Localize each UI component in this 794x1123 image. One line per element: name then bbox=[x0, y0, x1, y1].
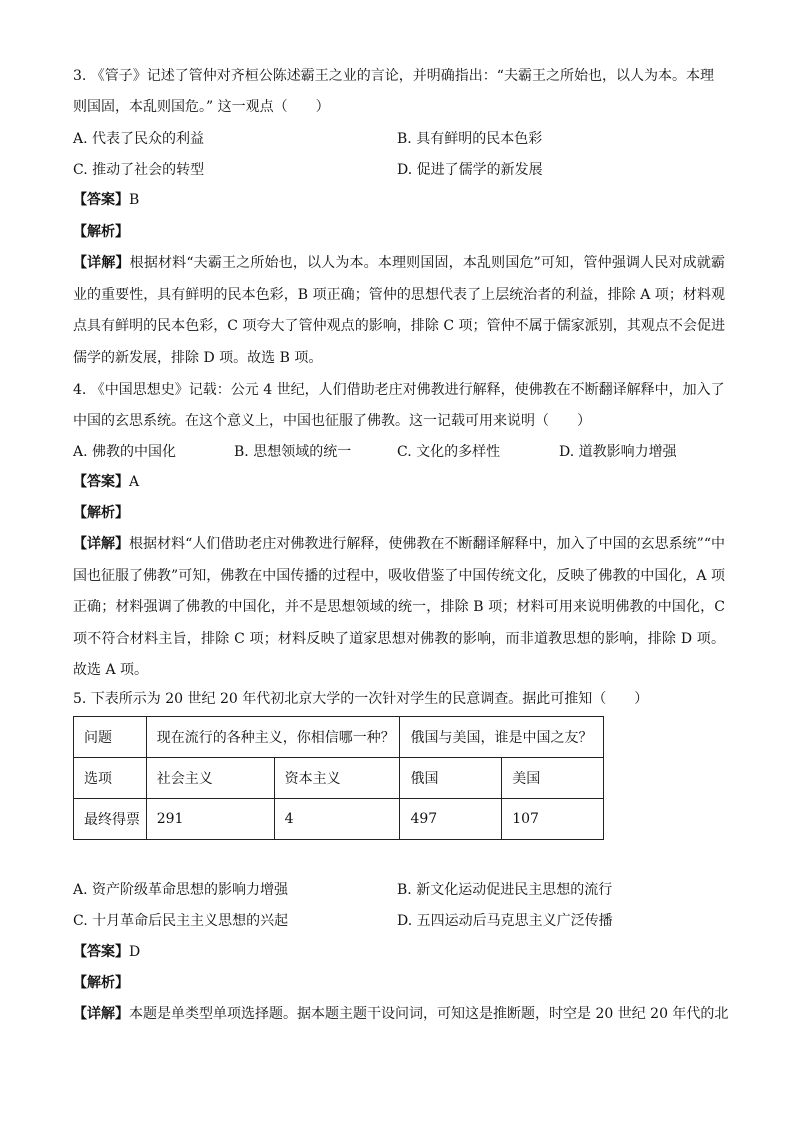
table-cell: 现在流行的各种主义，你相信哪一种？ bbox=[146, 717, 400, 758]
table-cell: 社会主义 bbox=[146, 758, 274, 799]
table-cell: 俄国 bbox=[400, 758, 502, 799]
answer-tag: 【答案】 bbox=[73, 192, 129, 208]
q3-analysis-heading bbox=[73, 222, 129, 242]
analysis-tag: 【解析】 bbox=[73, 505, 129, 521]
q3-stem-line2: 则国固，本乱则国危。” 这一观点（ ） bbox=[73, 99, 330, 115]
q4-option-d: D. 道教影响力增强 bbox=[559, 444, 677, 460]
q5-detail bbox=[73, 1004, 728, 1024]
q4-analysis-heading bbox=[73, 503, 129, 523]
q4-detail bbox=[73, 529, 725, 687]
table-cell: 选项 bbox=[74, 758, 147, 799]
q3-option-c: C. 推动了社会的转型 bbox=[73, 162, 205, 178]
table-cell: 资本主义 bbox=[274, 758, 400, 799]
q3-detail bbox=[73, 248, 725, 374]
q5-analysis-heading bbox=[73, 973, 129, 993]
q5-answer bbox=[73, 942, 140, 962]
table-cell: 497 bbox=[400, 799, 502, 840]
answer-tag: 【答案】 bbox=[73, 474, 129, 490]
q5-option-d: D. 五四运动后马克思主义广泛传播 bbox=[397, 913, 613, 929]
answer-value: A bbox=[129, 474, 140, 490]
q4-option-a: A. 佛教的中国化 bbox=[73, 444, 177, 460]
q3-stem-line1: 3. 《管子》记述了管仲对齐桓公陈述霸王之业的言论，并明确指出：“夫霸王之所始也，以人为本。本理 bbox=[73, 68, 714, 84]
q5-stem: 5. 下表所示为 20 世纪 20 年代初北京大学的一次针对学生的民意调查。据此可推知（ ） bbox=[73, 691, 649, 707]
table-row bbox=[74, 799, 604, 840]
detail-tag: 【详解】 bbox=[73, 255, 130, 271]
analysis-tag: 【解析】 bbox=[73, 224, 129, 240]
table-cell: 美国 bbox=[502, 758, 604, 799]
detail-text: 根据材料“夫霸王之所始也，以人为本。本理则国固，本乱则国危”可知，管仲强调人民对成就霸业的重要性，具有鲜明的民本色彩，B 项正确；管仲的思想代表了上层统治者的利益，排除 A 项；材料观点具有鲜明的民本色彩，C 项夸大了管仲观点的影响，排除 C 项；管仲不属于儒家派别，其观点不会促进儒学的新发展，排除 D 项。故选 B 项。 bbox=[73, 255, 726, 366]
q4-stem-line2: 中国的玄思系统。在这个意义上，中国也征服了佛教。这一记载可用来说明（ ） bbox=[73, 413, 591, 429]
q4-answer bbox=[73, 472, 139, 492]
detail-tag: 【详解】 bbox=[73, 1006, 129, 1022]
q4-option-b: B. 思想领域的统一 bbox=[234, 444, 352, 460]
q3-option-a: A. 代表了民众的利益 bbox=[73, 131, 205, 147]
table-cell: 107 bbox=[502, 799, 604, 840]
answer-value: D bbox=[129, 944, 141, 960]
table-cell: 俄国与美国，谁是中国之友？ bbox=[400, 717, 604, 758]
q5-option-b: B. 新文化运动促进民主思想的流行 bbox=[397, 882, 613, 898]
detail-text: 本题是单类型单项选择题。据本题主题干设问词，可知这是推断题，时空是 20 世纪 20 年代的北 bbox=[129, 1006, 729, 1022]
table-cell: 最终得票 bbox=[74, 799, 147, 840]
table-row bbox=[74, 717, 604, 758]
q3-option-d: D. 促进了儒学的新发展 bbox=[397, 162, 543, 178]
q4-stem-line1: 4. 《中国思想史》记载：公元 4 世纪，人们借助老庄对佛教进行解释，使佛教在不断翻译解释中，加入了 bbox=[73, 382, 725, 398]
answer-value: B bbox=[129, 192, 140, 208]
answer-tag: 【答案】 bbox=[73, 944, 129, 960]
table-row bbox=[74, 758, 604, 799]
q3-answer bbox=[73, 190, 139, 210]
survey-table bbox=[73, 716, 604, 840]
q3-option-b: B. 具有鲜明的民本色彩 bbox=[397, 131, 543, 147]
table-cell: 问题 bbox=[74, 717, 147, 758]
detail-tag: 【详解】 bbox=[73, 536, 130, 552]
q5-option-c: C. 十月革命后民主主义思想的兴起 bbox=[73, 913, 289, 929]
table-cell: 4 bbox=[274, 799, 400, 840]
q4-option-c: C. 文化的多样性 bbox=[397, 444, 501, 460]
q5-option-a: A. 资产阶级革命思想的影响力增强 bbox=[73, 882, 289, 898]
table-cell: 291 bbox=[146, 799, 274, 840]
detail-text: 根据材料“人们借助老庄对佛教进行解释，使佛教在不断翻译解释中，加入了中国的玄思系统”“中国也征服了佛教”可知，佛教在中国传播的过程中，吸收借鉴了中国传统文化，反映了佛教的中国化，A 项正确；材料强调了佛教的中国化，并不是思想领域的统一，排除 B 项；材料可用来说明佛教的中国化，C 项不符合材料主旨，排除 C 项；材料反映了道家思想对佛教的影响，而非道教思想的影响，排除 D 项。故选 A 项。 bbox=[73, 536, 725, 678]
analysis-tag: 【解析】 bbox=[73, 975, 129, 991]
